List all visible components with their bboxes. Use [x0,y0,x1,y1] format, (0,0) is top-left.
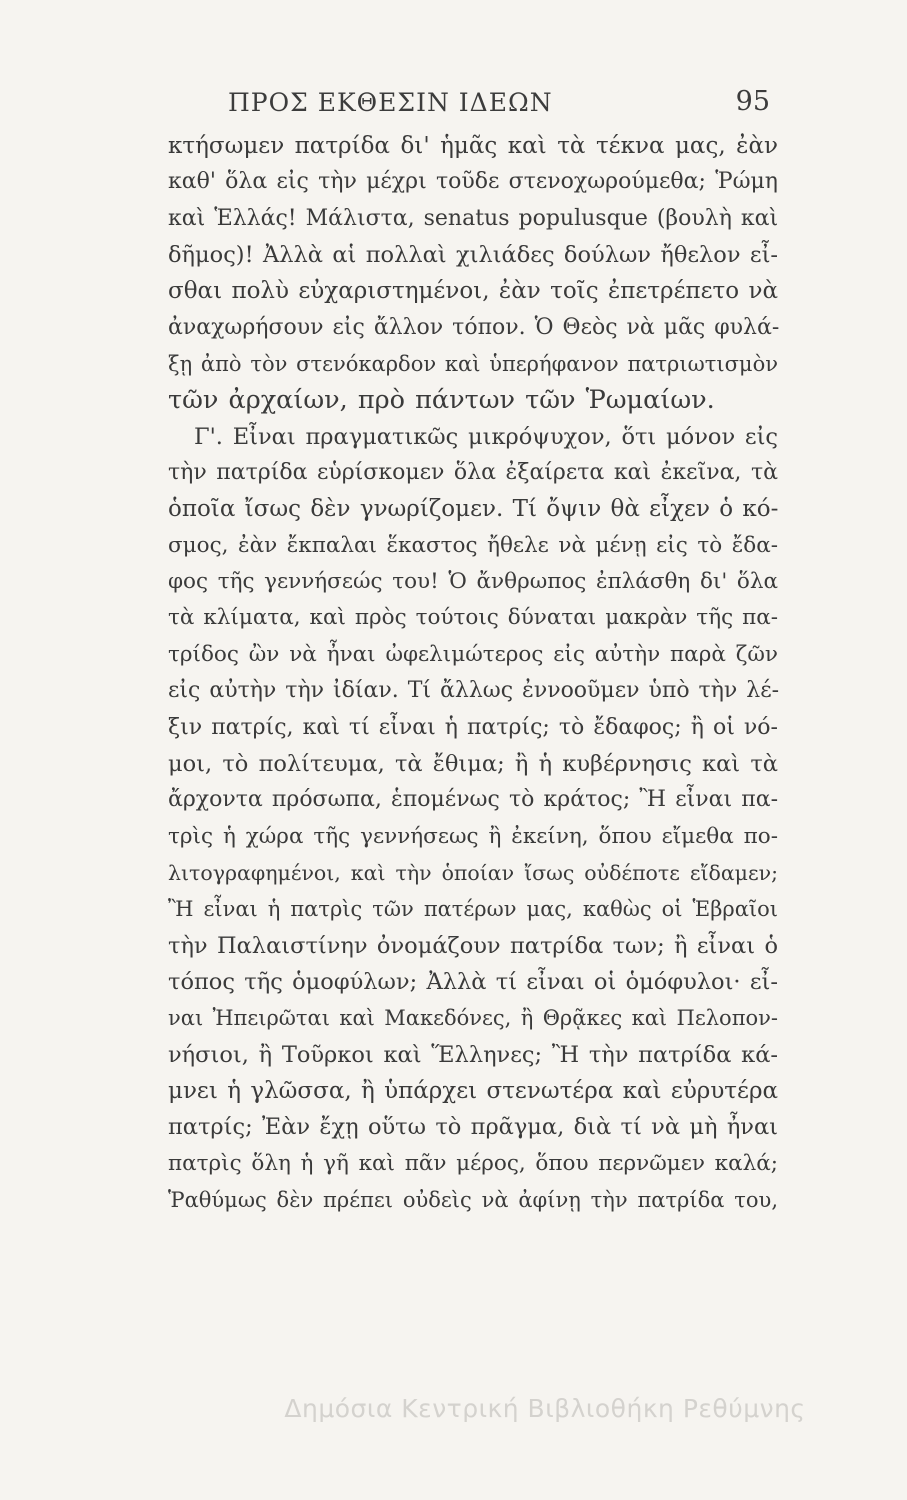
text-line: νήσιοι, ἢ Τοῦρκοι καὶ Ἕλληνες; Ἢ τὴν πατρίδα κά- [168,1041,778,1068]
text-line: τρὶς ἡ χώρα τῆς γεννήσεως ἢ ἐκείνη, ὅπου εἴμεθα πο- [168,823,778,849]
text-line: ξιν πατρίς, καὶ τί εἶναι ἡ πατρίς; τὸ ἔδαφος; ἢ οἱ νό- [168,714,778,740]
text-line: φος τῆς γεννήσεώς του! Ὁ ἄνθρωπος ἐπλάσθη δι' ὅλα [168,569,778,595]
text-line: Γ'. Εἶναι πραγματικῶς μικρόψυχον, ὅτι μόνον εἰς [194,423,778,450]
library-watermark: Δημόσια Κεντρική Βιβλιοθήκη Ρεθύμνης [284,1394,806,1423]
page-header [170,88,770,128]
running-title: ΠΡΟΣ ΕΚΘΕΣΙΝ ΙΔΕΩΝ [228,88,553,117]
text-line: Ῥαθύμως δὲν πρέπει οὐδεὶς νὰ ἀφίνῃ τὴν πατρίδα του, [168,1187,778,1212]
text-line: καθ' ὅλα εἰς τὴν μέχρι τοῦδε στενοχωρούμεθα; Ῥώμη [168,169,778,195]
text-line: πατρὶς ὅλη ἡ γῆ καὶ πᾶν μέρος, ὅπου περνῶμεν καλά; [168,1150,778,1176]
text-line: ναι Ἠπειρῶται καὶ Μακεδόνες, ἢ Θρᾷκες καὶ Πελοπον- [168,1006,778,1031]
text-line: δῆμος)! Ἀλλὰ αἱ πολλαὶ χιλιάδες δούλων ἤθελον εἶ- [168,242,778,269]
text-line: τὴν πατρίδα εὑρίσκομεν ὅλα ἐξαίρετα καὶ ἐκεῖνα, τὰ [168,460,778,486]
text-line: μοι, τὸ πολίτευμα, τὰ ἔθιμα; ἢ ἡ κυβέρνησις καὶ τὰ [168,750,778,777]
text-line: εἰς αὐτὴν τὴν ἰδίαν. Τί ἄλλως ἐννοοῦμεν ὑπὸ τὴν λέ- [168,678,780,704]
text-line: σμος, ἐὰν ἔκπαλαι ἕκαστος ἤθελε νὰ μένῃ εἰς τὸ ἔδα- [168,532,778,558]
page-number: 95 [735,86,770,117]
text-line: τὴν Παλαιστίνην ὀνομάζουν πατρίδα των; ἢ εἶναι ὁ [168,932,778,959]
text-line: πατρίς; Ἐὰν ἔχῃ οὕτω τὸ πρᾶγμα, διὰ τί νὰ μὴ ἦναι [168,1114,778,1141]
text-line: λιτογραφημένοι, καὶ τὴν ὁποίαν ἴσως οὐδέποτε εἴδαμεν; [168,860,778,885]
text-line: μνει ἡ γλῶσσα, ἢ ὑπάρχει στενωτέρα καὶ εὐρυτέρα [168,1077,778,1104]
text-line: τὰ κλίματα, καὶ πρὸς τούτοις δύναται μακρὰν τῆς πα- [168,605,778,631]
text-line: ἀναχωρήσουν εἰς ἄλλον τόπον. Ὁ Θεὸς νὰ μᾶς φυλά- [168,314,780,340]
text-line: κτήσωμεν πατρίδα δι' ἡμᾶς καὶ τὰ τέκνα μας, ἐὰν [168,133,778,159]
text-line: τόπος τῆς ὁμοφύλων; Ἀλλὰ τί εἶναι οἱ ὁμόφυλοι· εἶ- [168,968,778,995]
text-line: σθαι πολὺ εὐχαριστημένοι, ἐὰν τοῖς ἐπετρέπετο νὰ [168,278,778,305]
text-line: ὁποῖα ἴσως δὲν γνωρίζομεν. Τί ὄψιν θὰ εἶχεν ὁ κό- [168,496,779,523]
text-line: ξῃ ἀπὸ τὸν στενόκαρδον καὶ ὑπερήφανον πατριωτισμὸν [168,352,778,377]
text-line: τρίδος ὢν νὰ ἦναι ὠφελιμώτερος εἰς αὐτὴν παρὰ ζῶν [168,641,778,667]
text-line: Ἢ εἶναι ἡ πατρὶς τῶν πατέρων μας, καθὼς οἱ Ἑβραῖοι [168,897,778,922]
text-line: ἄρχοντα πρόσωπα, ἑπομένως τὸ κράτος; Ἢ εἶναι πα- [168,787,778,813]
text-line: τῶν ἀρχαίων, πρὸ πάντων τῶν Ῥωμαίων. [168,385,715,416]
body-text [168,128,778,1218]
text-line: καὶ Ἑλλάς! Μάλιστα, senatus populusque (βουλὴ καὶ [168,205,779,231]
